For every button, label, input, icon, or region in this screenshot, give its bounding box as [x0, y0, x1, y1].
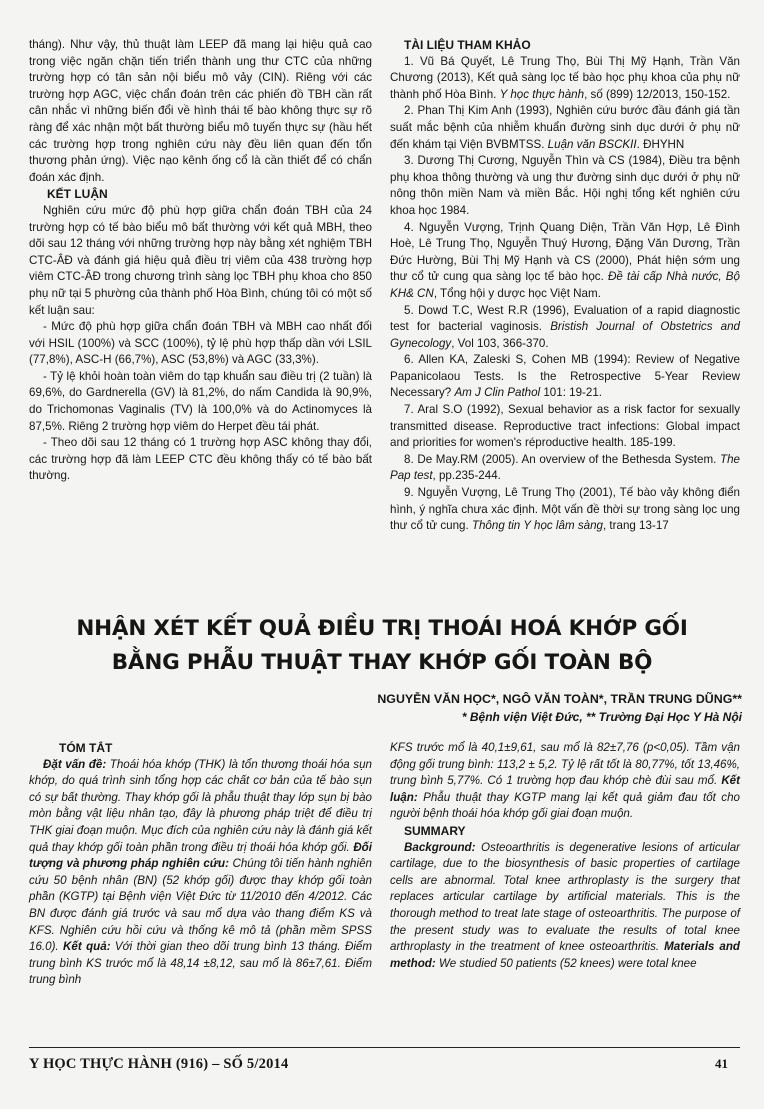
conclusion-paragraph: Nghiên cứu mức độ phù hợp giữa chẩn đoán TBH của 24 trường hợp có tế bào biểu mô bất thường với kết quả MBH, theo dõi sau 12 tháng với những trường hợp này bằng xét nghiệm TBH CTC-ÂĐ và đánh giá hiệu quả điều trị viêm của 438 trường hợp viêm CTC-ÂĐ trong chương trình sàng lọc TBH phụ khoa cho 850 phụ nữ tại 5 phường của thành phố Hòa Bình, chúng tôi có một số kết luận sau: — [29, 203, 372, 317]
abstract-heading: TÓM TẮT — [59, 741, 113, 755]
article-title-line: BẰNG PHẪU THUẬT THAY KHỚP GỐI TOÀN BỘ — [111, 650, 653, 675]
summary-paragraph: Background: Osteoarthritis is degenerative lesions of articular cartilage, due to the biosynthesis of basic properties of cartilage cells are abnormal. Total knee arthroplasty is the surgery that replaces articular cartilage by artificial materials. This is the thorough method to treat late stage of osteoarthritis. The purpose of the present study was to evaluate the results of total knee arthroplasty in the treatment of knee osteoarthritis. Materials and method: We studied 50 patients (52 knees) were total knee — [390, 840, 740, 970]
conclusion-paragraph: - Tỷ lệ khỏi hoàn toàn viêm do tạp khuẩn sau điều trị (2 tuần) là 69,6%, do Gardnerella (GV) là 81,2%, do nấm Candida là 90,9%, do Trichomonas Vaginalis (TV) là 100,0% và do Actinomyces là 87,5%. Riêng 2 trường hợp viêm do Herpet đều tái phát. — [29, 369, 372, 433]
article-affiliations: * Bệnh viện Việt Đức, ** Trường Đại Học Y Hà Nội — [461, 710, 742, 724]
discussion-paragraph: tháng). Như vậy, thủ thuật làm LEEP đã mang lại hiệu quả cao trong việc ngăn chặn tiến triển thành ung thư CTC của những trường hợp có tân sản nội biểu mô vảy (CIN). Riêng với các trường hợp AGC, việc chẩn đoán trên các phiến đồ TBH cần rất cân nhắc vì những biến đổi về hình thái tế bào không thực sự rõ ràng để xác nhận một bất thường biểu mô tuyến thực sự (hầu hết các trường hợp trong nghiên cứu này đều liên quan đến tổn thương phản ứng). Việc nạo kênh ống cổ là cần thiết để có chẩn đoán xác định. — [29, 38, 372, 184]
reference-item: 1. Vũ Bá Quyết, Lê Trung Thọ, Bùi Thị Mỹ Hạnh, Trần Văn Chương (2013), Kết quả sàng lọc tế bào học phụ khoa của phụ nữ thành phố Hòa Bình. Y học thực hành, số (899) 12/2013, 150-152. — [390, 54, 740, 101]
abstract-vietnamese — [29, 740, 372, 989]
reference-item: 5. Dowd T.C, West R.R (1996), Evaluation of a rapid diagnostic test for bacterial vaginosis. Bristish Journal of Obstetrics and Gynecology, Vol 103, 366-370. — [390, 303, 740, 350]
references-heading: TÀI LIỆU THAM KHẢO — [404, 38, 531, 52]
reference-item: 8. De May.RM (2005). An overview of the Bethesda System. The Pap test, pp.235-244. — [390, 452, 740, 483]
abstract-paragraph-continued: KFS trước mổ là 40,1±9,61, sau mổ là 82±7,76 (p<0,05). Tầm vận động gối trung bình: 113,2 ± 5,2. Tỷ lệ rất tốt là 80,77%, tốt 13,46%, trung bình 5,77%. Có 1 trường hợp đau khớp chè đùi sau mổ. Kết luận: Phẫu thuật thay KGTP mang lại kết quả giảm đau tốt cho người bệnh thoái hóa khớp gối giai đoạn muộn. — [390, 741, 740, 821]
journal-footer: Y HỌC THỰC HÀNH (916) – SỐ 5/2014 — [29, 1056, 289, 1072]
left-column-previous-article — [29, 37, 372, 485]
references-section — [390, 37, 740, 535]
conclusion-heading: KẾT LUẬN — [47, 187, 108, 202]
summary-heading: SUMMARY — [404, 823, 466, 838]
article-authors: NGUYỄN VĂN HỌC*, NGÔ VĂN TOÀN*, TRẦN TRUNG DŨNG** — [377, 692, 742, 706]
abstract-continued — [390, 740, 740, 972]
reference-item: 3. Dương Thị Cương, Nguyễn Thìn và CS (1984), Điều tra bệnh phụ khoa thông thường và ung thư đường sinh dục dưới ở phụ nữ nông thôn miền Nam và miền Bắc. Hội nghị tổng kết nghiên cứu khoa học 1984. — [390, 154, 740, 217]
conclusion-paragraph: - Mức độ phù hợp giữa chẩn đoán TBH và MBH cao nhất đối với HSIL (100%) và SCC (100%), tỷ lệ phù hợp thấp dần với LSIL (77,8%), ASC-H (66,7%), ASC (53,8%) và AGC (33,3%). — [29, 320, 372, 367]
reference-item: 2. Phan Thị Kim Anh (1993), Nghiên cứu bước đầu đánh giá tần suất mắc bệnh của nhiễm khuẩn đường sinh dục dưới ở phụ nữ đến khám tại Viện BVBMTSS. Luận văn BSCKII. ĐHYHN — [390, 104, 740, 151]
page-number: 41 — [715, 1056, 728, 1071]
reference-item: 7. Aral S.O (1992), Sexual behavior as a risk factor for sexually transmitted disease. Reproductive tract infections: Global impact and priorities for women's réproductive health. 185-199. — [390, 403, 740, 450]
reference-item: 4. Nguyễn Vượng, Trịnh Quang Diện, Trần Văn Hợp, Lê Đình Hoè, Lê Trung Thọ, Nguyễn Thuý Hương, Đặng Văn Dương, Trần Đức Hường, Bùi Thị Mỹ Hạnh và CS (2000), Phát hiện sớm ung thư cổ tử cung qua sàng lọc tế bào học. Đề tài cấp Nhà nước, Bộ KH& CN, Tổng hội y dược học Việt Nam. — [390, 220, 740, 300]
article-title — [20, 612, 744, 680]
footer-divider — [29, 1047, 740, 1048]
article-title-line: NHẬN XÉT KẾT QUẢ ĐIỀU TRỊ THOÁI HOÁ KHỚP GỐI — [76, 616, 688, 641]
abstract-paragraph: Đặt vấn đề: Thoái hóa khớp (THK) là tổn thương thoái hóa sụn khớp, do quá trình sinh tổng hợp các chất cơ bản của tế bào sụn có sự bất thường. Thay khớp gối là phẫu thuật thay lớp sụn bị bào mòn bằng vật liệu nhân tạo, đây là phương pháp triệt để điều trị THK giai đoạn muộn. Mục đích của nghiên cứu này là đánh giá kết quả thay khớp gối toàn phần trong điều trị thoái hóa khớp gối. Đối tượng và phương pháp nghiên cứu: Chúng tôi tiến hành nghiên cứu 50 bệnh nhân (BN) (52 khớp gối) được thay khớp gối toàn phần (KGTP) tại Bệnh viện Việt Đức từ 11/2010 đến 4/2012. Các BN được đánh giá trước và sau mổ dựa vào thang điểm KS và KFS. Nghiên cứu hồi cứu và thống kê mô tả (phần mềm SPSS 16.0). Kết quả: Với thời gian theo dõi trung bình 13 tháng. Điểm trung bình KS trước mổ là 48,14 ±8,12, sau mổ là 86±7,61. Điểm trung bình — [29, 757, 373, 987]
reference-item: 6. Allen KA, Zaleski S, Cohen MB (1994): Review of Negative Papanicolaou Tests. Is the Retrospective 5-Year Review Necessary? Am J Clin Pathol 101: 19-21. — [390, 353, 740, 400]
conclusion-paragraph: - Theo dõi sau 12 tháng có 1 trường hợp ASC không thay đổi, các trường hợp đã làm LEEP CTC đều không thấy có tế bào bất thường. — [29, 436, 372, 483]
reference-item: 9. Nguyễn Vượng, Lê Trung Thọ (2001), Tế bào vảy không điển hình, ý nghĩa chưa xác định. Một vấn đề thời sự trong sàng lọc ung thư cổ tử cung. Thông tin Y học lâm sàng, trang 13-17 — [390, 486, 740, 533]
